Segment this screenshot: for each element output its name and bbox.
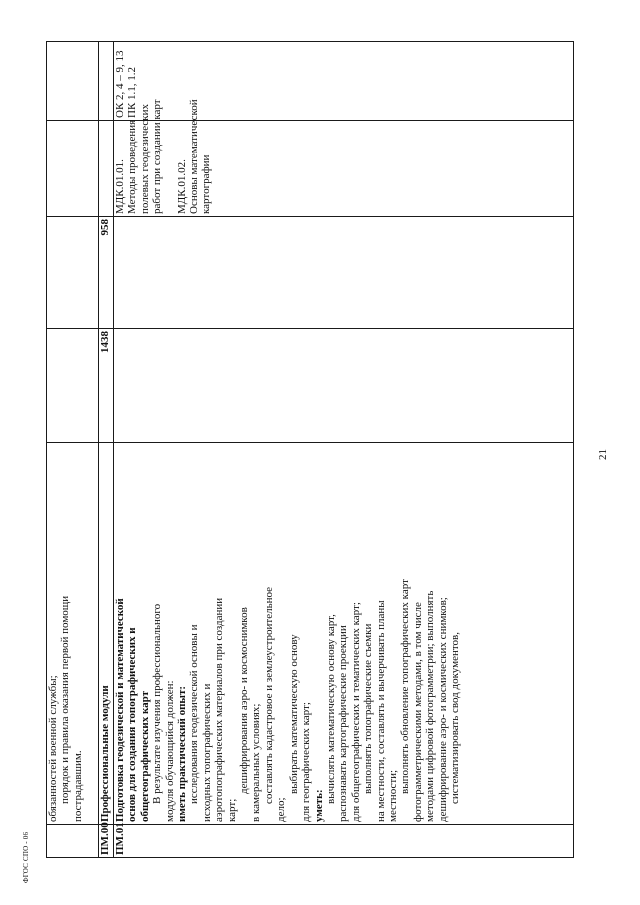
page-number: 21 [597, 449, 609, 460]
module-title: Профессиональные модули [99, 443, 114, 825]
footer-code: ФГОС СПО - 06 [22, 831, 30, 883]
skills-line: на местности, составлять и вычерчивать планы [374, 600, 387, 822]
mdk-spacer [164, 123, 176, 214]
text-line: пострадавшим. [71, 750, 84, 822]
text-line: порядок и правила оказания первой помощи [59, 595, 72, 804]
mandatory-load-value: 958 [99, 217, 114, 329]
table-row-continuation [47, 42, 99, 858]
module-code: ПМ.01 [114, 825, 574, 858]
competency-line: ОК 2, 4 – 9, 13 [114, 50, 126, 118]
skills-line: вычислять математическую основу карт, [324, 614, 337, 804]
module-code: ПМ.00 [99, 825, 114, 858]
experience-line: исследования геодезической основы и [188, 624, 201, 804]
experience-line: карт; [225, 798, 238, 822]
competency-line: ПК 1.1, 1.2 [126, 66, 139, 118]
mdk-line: Основы математической [188, 99, 201, 214]
cell-empty [114, 217, 574, 329]
skills-line: систематизировать свод документов, [448, 632, 461, 804]
intro-line: модуля обучающийся должен: [163, 680, 176, 822]
cell-empty [99, 42, 114, 121]
cell-empty [99, 121, 114, 217]
experience-line: составлять кадастровое и землеустроительное [262, 586, 275, 804]
module-title-line: общегеографических карт [138, 690, 151, 822]
cell-empty [47, 217, 99, 329]
cell-code-empty [47, 825, 99, 858]
table-row-pm01 [114, 42, 574, 858]
cell-empty [114, 329, 574, 443]
module-title-line: Подготовка геодезической и математической [114, 598, 126, 822]
experience-line: дело; [275, 797, 288, 822]
experience-heading: иметь практический опыт: [176, 685, 189, 822]
max-load-value: 1438 [99, 329, 114, 443]
skills-line: выполнять топографические съемки [362, 623, 375, 794]
skills-line: выполнять обновление топографических карт [399, 579, 412, 794]
cell-empty [47, 329, 99, 443]
table-row-pm00 [99, 42, 114, 858]
experience-line: исходных топографических и [200, 683, 213, 822]
skills-heading: уметь: [312, 789, 325, 822]
experience-line: для географических карт; [300, 702, 313, 822]
mdk-line: полевых геодезических [138, 103, 151, 214]
mdk-line: МДК.01.02. [175, 159, 188, 214]
intro-line: В результате изучения профессионального [151, 603, 164, 804]
mdk-line: МДК.01.01. [114, 159, 126, 214]
cell-empty [47, 42, 99, 121]
module-description [114, 443, 574, 825]
skills-line: местности; [386, 769, 399, 822]
experience-line: выбирать математическую основу [287, 634, 300, 794]
cell-continuation-text [47, 443, 99, 825]
mdk-line: картографии [200, 154, 213, 214]
curriculum-table [46, 41, 574, 858]
mdk-cell [114, 99, 574, 217]
experience-line: в камеральных условиях; [250, 703, 263, 822]
skills-line: фотограмметрическими методами, в том числе [411, 602, 424, 822]
cell-empty [47, 121, 99, 217]
mdk-line: Методы проведения [126, 119, 139, 214]
experience-line: дешифрирования аэро- и космоснимков [238, 607, 251, 794]
skills-line: для общегеографических и тематических карт; [349, 602, 362, 822]
skills-line: дешифрирование аэро- и космических снимков; [436, 597, 449, 822]
text-line: обязанностей военной службы; [47, 675, 59, 822]
module-title-line: основ для создания топографических и [126, 627, 139, 822]
skills-line: методами цифровой фотограмметрии; выполнять [424, 590, 437, 822]
mdk-line: работ при создании карт [151, 99, 164, 214]
competencies-cell [114, 42, 574, 121]
experience-line: аэротопографических материалов при создании [213, 597, 226, 822]
skills-line: распознавать картографические проекции [337, 625, 350, 822]
